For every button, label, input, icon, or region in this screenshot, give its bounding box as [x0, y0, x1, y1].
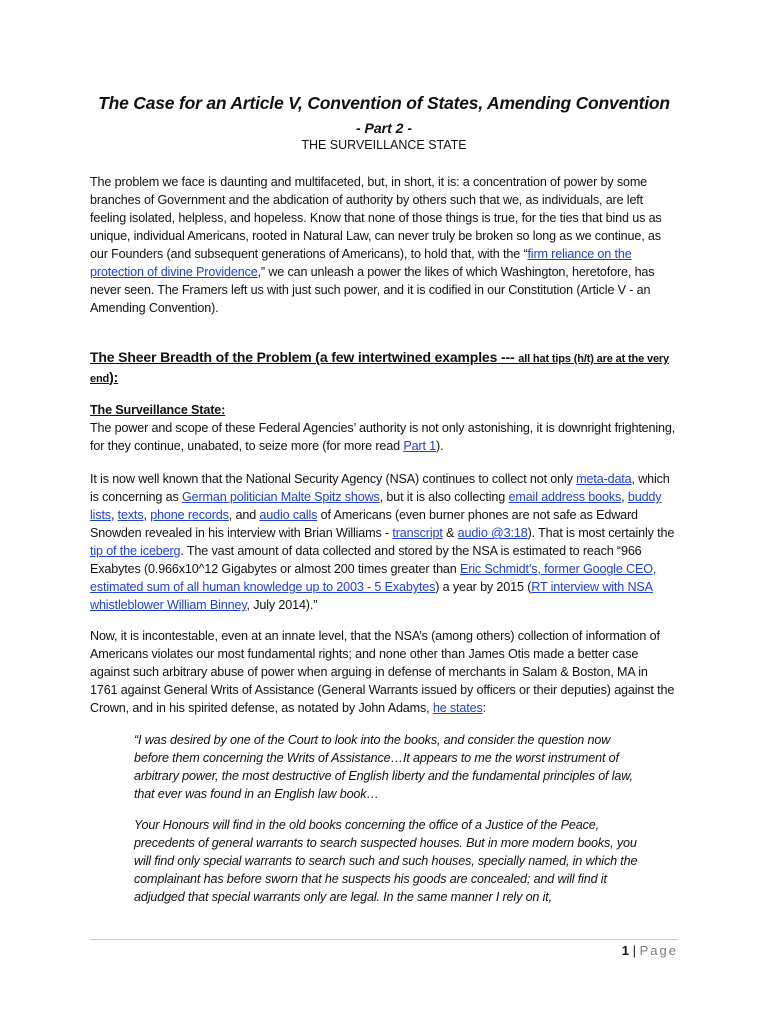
intro-paragraph: [90, 173, 678, 317]
link-audio-timestamp[interactable]: audio @3:18: [457, 526, 528, 540]
nsa-text: ,: [110, 508, 118, 522]
nsa-text: , and: [228, 508, 260, 522]
quote-paragraph-1: “I was desired by one of the Court to look into the books, and consider the question now before them concerning the Writs of Assistance…It appears to me the worst instrument of arbitrary power, the most destructive of English liberty and the fundamental principles of law, that ever was found in an English law book…: [134, 733, 633, 801]
link-transcript[interactable]: transcript: [392, 526, 443, 540]
intro-text-1: The problem we face is daunting and multifaceted, but, in short, it is: a concentration of power by some branches of Government and the abdication of authority by others such that we, as individuals, are left feeling isolated, helpless, and hopeless. Know that none of those things is true, for the ties that bind us as unique, individual Americans, rooted in Natural Law, can never truly be broken so long as we continue, as our Founders (and subsequent generations of Americans), to hold that, with the “: [90, 175, 662, 261]
link-rt-interview[interactable]: RT interview with NSA whistleblower William Binney: [90, 580, 653, 612]
nsa-text: . The vast amount of data collected and stored by the NSA is estimated to reach “966 Exabytes (0.966x10^12 Gigabytes or almost 200 times greater than: [90, 544, 642, 576]
link-audio-calls[interactable]: audio calls: [259, 508, 318, 522]
breadth-heading: [90, 348, 678, 388]
breadth-heading-text: The Sheer Breadth of the Problem (a few intertwined examples: [90, 349, 498, 365]
breadth-heading-close: ):: [109, 369, 119, 385]
link-email-address-books[interactable]: email address books: [508, 490, 622, 504]
link-firm-reliance[interactable]: firm reliance on the protection of divine Providence: [90, 247, 632, 279]
nsa-text: of Americans (even burner phones are not safe as Edward Snowden revealed in his interview with Brian Williams -: [90, 508, 638, 540]
breadth-heading-note: all hat tips (h/t) are at the very end: [90, 353, 670, 385]
document-subtitle: THE SURVEILLANCE STATE: [301, 138, 467, 152]
link-he-states[interactable]: he states: [432, 701, 483, 715]
part-label: - Part 2 -: [355, 120, 412, 136]
page-word: Page: [639, 943, 678, 958]
link-eric-schmidt[interactable]: Eric Schmidt’s, former Google CEO, estimated sum of all human knowledge up to 2003 - 5 Exabytes: [90, 562, 657, 594]
surveillance-text-2: ).: [436, 439, 444, 453]
link-texts[interactable]: texts: [117, 508, 144, 522]
nsa-text: , July 2014).”: [246, 598, 318, 612]
page-footer: [622, 943, 678, 958]
link-meta-data[interactable]: meta-data: [576, 472, 632, 486]
footer-divider: [90, 939, 678, 940]
nsa-paragraph: [90, 470, 678, 614]
link-buddy-lists[interactable]: buddy lists: [90, 490, 662, 522]
nsa-text: ) a year by 2015 (: [435, 580, 532, 594]
surveillance-section: [90, 401, 678, 455]
otis-paragraph: [90, 627, 678, 717]
link-phone-records[interactable]: phone records: [150, 508, 229, 522]
nsa-text: ). That is most certainly the: [527, 526, 675, 540]
intro-text-2: ,” we can unleash a power the likes of which Washington, heretofore, has never seen. The Framers left us with just such power, and it is codified in our Constitution (Article V - an Amending Convention).: [90, 265, 655, 315]
surveillance-heading: The Surveillance State:: [90, 403, 226, 417]
link-part-1[interactable]: Part 1: [403, 439, 437, 453]
surveillance-text-1: The power and scope of these Federal Agencies’ authority is not only astonishing, it is downright frightening, for they continue, unabated, to seize more (for more read: [90, 421, 676, 453]
link-tip-of-iceberg[interactable]: tip of the iceberg: [90, 544, 181, 558]
otis-text-2: :: [482, 701, 486, 715]
nsa-text: It is now well known that the National Security Agency (NSA) continues to collect not only: [90, 472, 577, 486]
nsa-text: ,: [143, 508, 151, 522]
quote-paragraph-2: Your Honours will find in the old books concerning the office of a Justice of the Peace, precedents of general warrants to search suspected houses. But in more modern books, you will find only special warrants to search such and such houses, specially named, in which the complainant has before sworn that he suspects his goods are concealed; and will find it adjudged that special warrants only are legal. In the same manner I rely on it,: [134, 818, 638, 904]
footer-separator: |: [629, 943, 640, 958]
nsa-text: , which is concerning as: [90, 472, 670, 504]
nsa-text: ,: [621, 490, 628, 504]
link-malte-spitz[interactable]: German politician Malte Spitz shows: [181, 490, 380, 504]
page-number: 1: [621, 943, 630, 958]
document-title: The Case for an Article V, Convention of States, Amending Convention: [98, 93, 670, 113]
nsa-text: &: [442, 526, 458, 540]
nsa-text: , but it is also collecting: [379, 490, 509, 504]
breadth-heading-dashes: ---: [497, 349, 519, 365]
otis-text-1: Now, it is incontestable, even at an innate level, that the NSA’s (among others) collection of information of Americans violates our most fundamental rights; and none other than James Otis made a better case against such arbitrary abuse of power when arguing in defense of merchants in Salam & Boston, MA in 1761 against General Writs of Assistance (General Warrants issued by officers or their deputies) against the Crown, and in his spirited defense, as notated by John Adams,: [90, 629, 675, 715]
